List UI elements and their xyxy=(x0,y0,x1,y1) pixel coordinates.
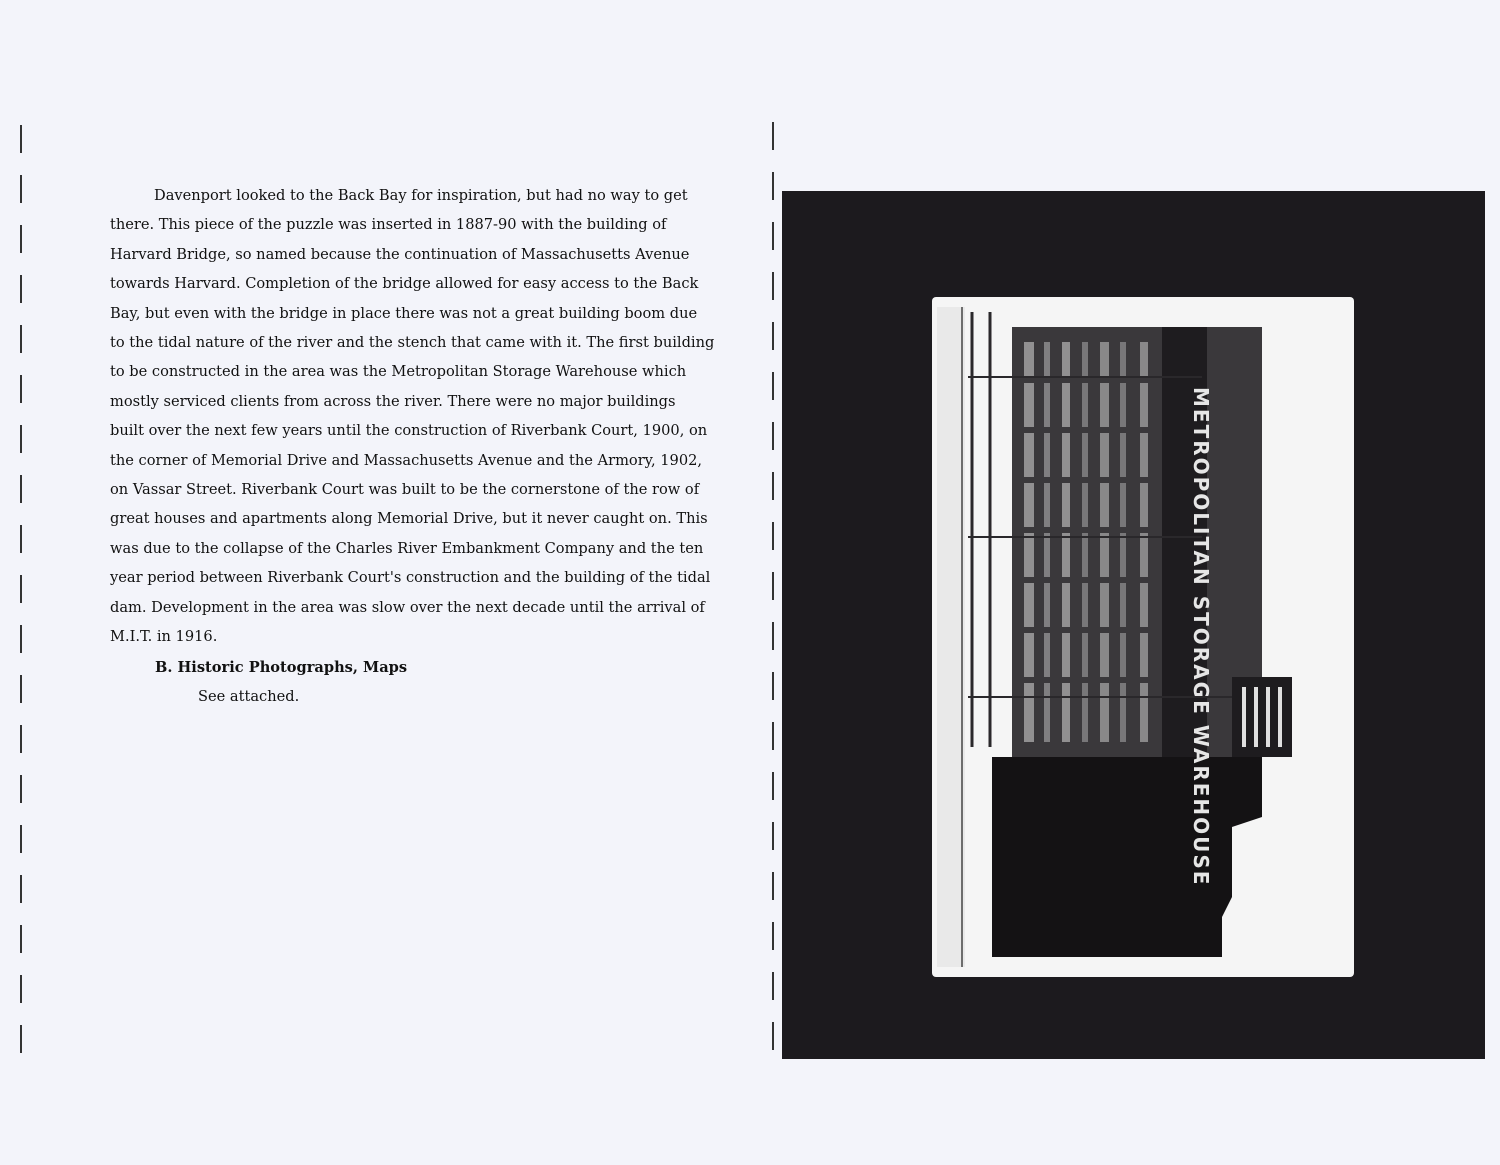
paragraph-line: great houses and apartments along Memorial Drive, but it never caught on. This xyxy=(110,510,708,528)
punch-marks-left xyxy=(20,0,24,1165)
paragraph-line: M.I.T. in 1916. xyxy=(110,628,218,646)
right-page xyxy=(750,0,1500,1165)
paragraph-line: built over the next few years until the construction of Riverbank Court, 1900, on xyxy=(110,422,708,440)
paragraph-line: dam. Development in the area was slow over the next decade until the arrival of xyxy=(110,598,705,616)
paragraph-line: towards Harvard. Completion of the bridge allowed for easy access to the Back xyxy=(110,275,699,293)
warehouse-photo-image xyxy=(932,297,1354,977)
warehouse-sign: METROPOLITAN STORAGE WAREHOUSE xyxy=(1189,387,1213,887)
paragraph-line: to be constructed in the area was the Metropolitan Storage Warehouse which xyxy=(110,363,687,381)
paragraph-line: Bay, but even with the bridge in place there was not a great building boom due xyxy=(110,304,698,322)
paragraph-line: Harvard Bridge, so named because the continuation of Massachusetts Avenue xyxy=(110,245,690,263)
paragraph-line: Davenport looked to the Back Bay for inspiration, but had no way to get xyxy=(154,187,688,204)
paragraph-line: to the tidal nature of the river and the stench that came with it. The first building xyxy=(110,334,715,352)
paragraph-line: was due to the collapse of the Charles River Embankment Company and the ten xyxy=(110,539,704,557)
punch-marks-right xyxy=(772,0,776,1165)
paragraph-line: there. This piece of the puzzle was inserted in 1887-90 with the building of xyxy=(110,216,667,234)
paragraph-line: on Vassar Street. Riverbank Court was built to be the cornerstone of the row of xyxy=(110,481,700,499)
history-paragraph xyxy=(110,181,715,652)
paragraph-line: mostly serviced clients from across the river. There were no major buildings xyxy=(110,392,676,410)
section-heading: B. Historic Photographs, Maps xyxy=(155,659,408,676)
paragraph-line: the corner of Memorial Drive and Massachusetts Avenue and the Armory, 1902, xyxy=(110,451,703,469)
historic-photo xyxy=(932,297,1354,977)
paragraph-line: year period between Riverbank Court's construction and the building of the tidal xyxy=(110,569,711,587)
photo-frame xyxy=(782,191,1485,1059)
section-body: See attached. xyxy=(198,688,300,705)
